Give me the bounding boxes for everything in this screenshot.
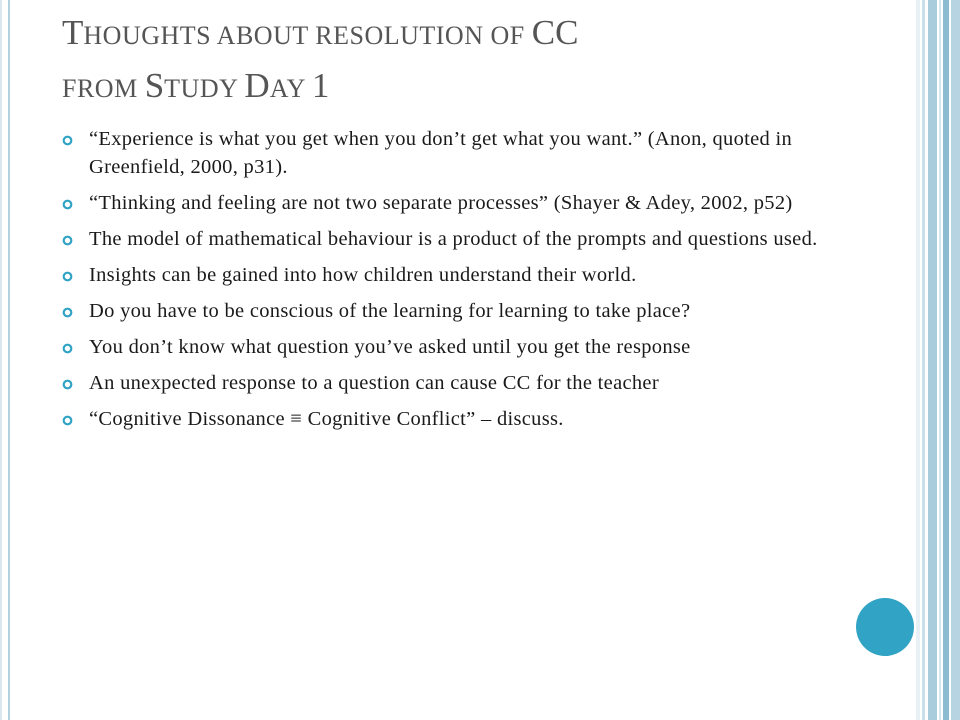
list-item-text: “Thinking and feeling are not two separate processes” (Shayer & Adey, 2002, p52) bbox=[89, 192, 793, 214]
title-text: FROM bbox=[62, 74, 145, 103]
list-item bbox=[62, 125, 822, 181]
title-text: CC bbox=[531, 13, 579, 52]
ring-bullet-icon bbox=[62, 271, 73, 282]
list-item-text: You don’t know what question you’ve asked until you get the response bbox=[89, 336, 691, 358]
accent-circle bbox=[856, 598, 914, 656]
ring-bullet-icon bbox=[62, 379, 73, 390]
list-item-text: Do you have to be conscious of the learning for learning to take place? bbox=[89, 300, 691, 322]
title-text: AY bbox=[269, 74, 312, 103]
list-item-text: The model of mathematical behaviour is a product of the prompts and questions used. bbox=[89, 228, 818, 250]
list-item bbox=[62, 189, 822, 217]
list-item bbox=[62, 405, 822, 433]
left-frame-line bbox=[8, 0, 10, 720]
list-item bbox=[62, 225, 822, 253]
ring-bullet-icon bbox=[62, 235, 73, 246]
stripe bbox=[943, 0, 949, 720]
title-line bbox=[62, 10, 862, 63]
list-item bbox=[62, 261, 822, 289]
title-text: TUDY bbox=[164, 74, 245, 103]
ring-bullet-icon bbox=[62, 307, 73, 318]
ring-bullet-icon bbox=[62, 415, 73, 426]
left-frame-border bbox=[0, 0, 11, 720]
title-text: S bbox=[144, 66, 165, 105]
list-item bbox=[62, 297, 822, 325]
stripe bbox=[951, 0, 960, 720]
stripe bbox=[928, 0, 937, 720]
title-text: HOUGHTS ABOUT RESOLUTION OF bbox=[83, 21, 532, 50]
list-item bbox=[62, 333, 822, 361]
title-text: D bbox=[244, 66, 270, 105]
stripe bbox=[939, 0, 941, 720]
list-item-text: “Cognitive Dissonance ≡ Cognitive Conflict” – discuss. bbox=[89, 408, 564, 430]
list-item-text: An unexpected response to a question can cause CC for the teacher bbox=[89, 372, 659, 394]
list-item-text: “Experience is what you get when you don’t get what you want.” (Anon, quoted in Greenfield, 2000, p31). bbox=[89, 128, 793, 178]
bullet-list bbox=[62, 125, 822, 441]
stripe bbox=[916, 0, 920, 720]
list-item-text: Insights can be gained into how children understand their world. bbox=[89, 264, 637, 286]
title-text: 1 bbox=[311, 66, 330, 105]
stripe bbox=[922, 0, 925, 720]
ring-bullet-icon bbox=[62, 135, 73, 146]
title-line bbox=[62, 63, 862, 116]
ring-bullet-icon bbox=[62, 199, 73, 210]
title-text: T bbox=[62, 13, 84, 52]
page-title bbox=[62, 10, 862, 116]
left-frame-line bbox=[0, 0, 2, 720]
ring-bullet-icon bbox=[62, 343, 73, 354]
list-item bbox=[62, 369, 822, 397]
right-decorative-stripes bbox=[916, 0, 960, 720]
